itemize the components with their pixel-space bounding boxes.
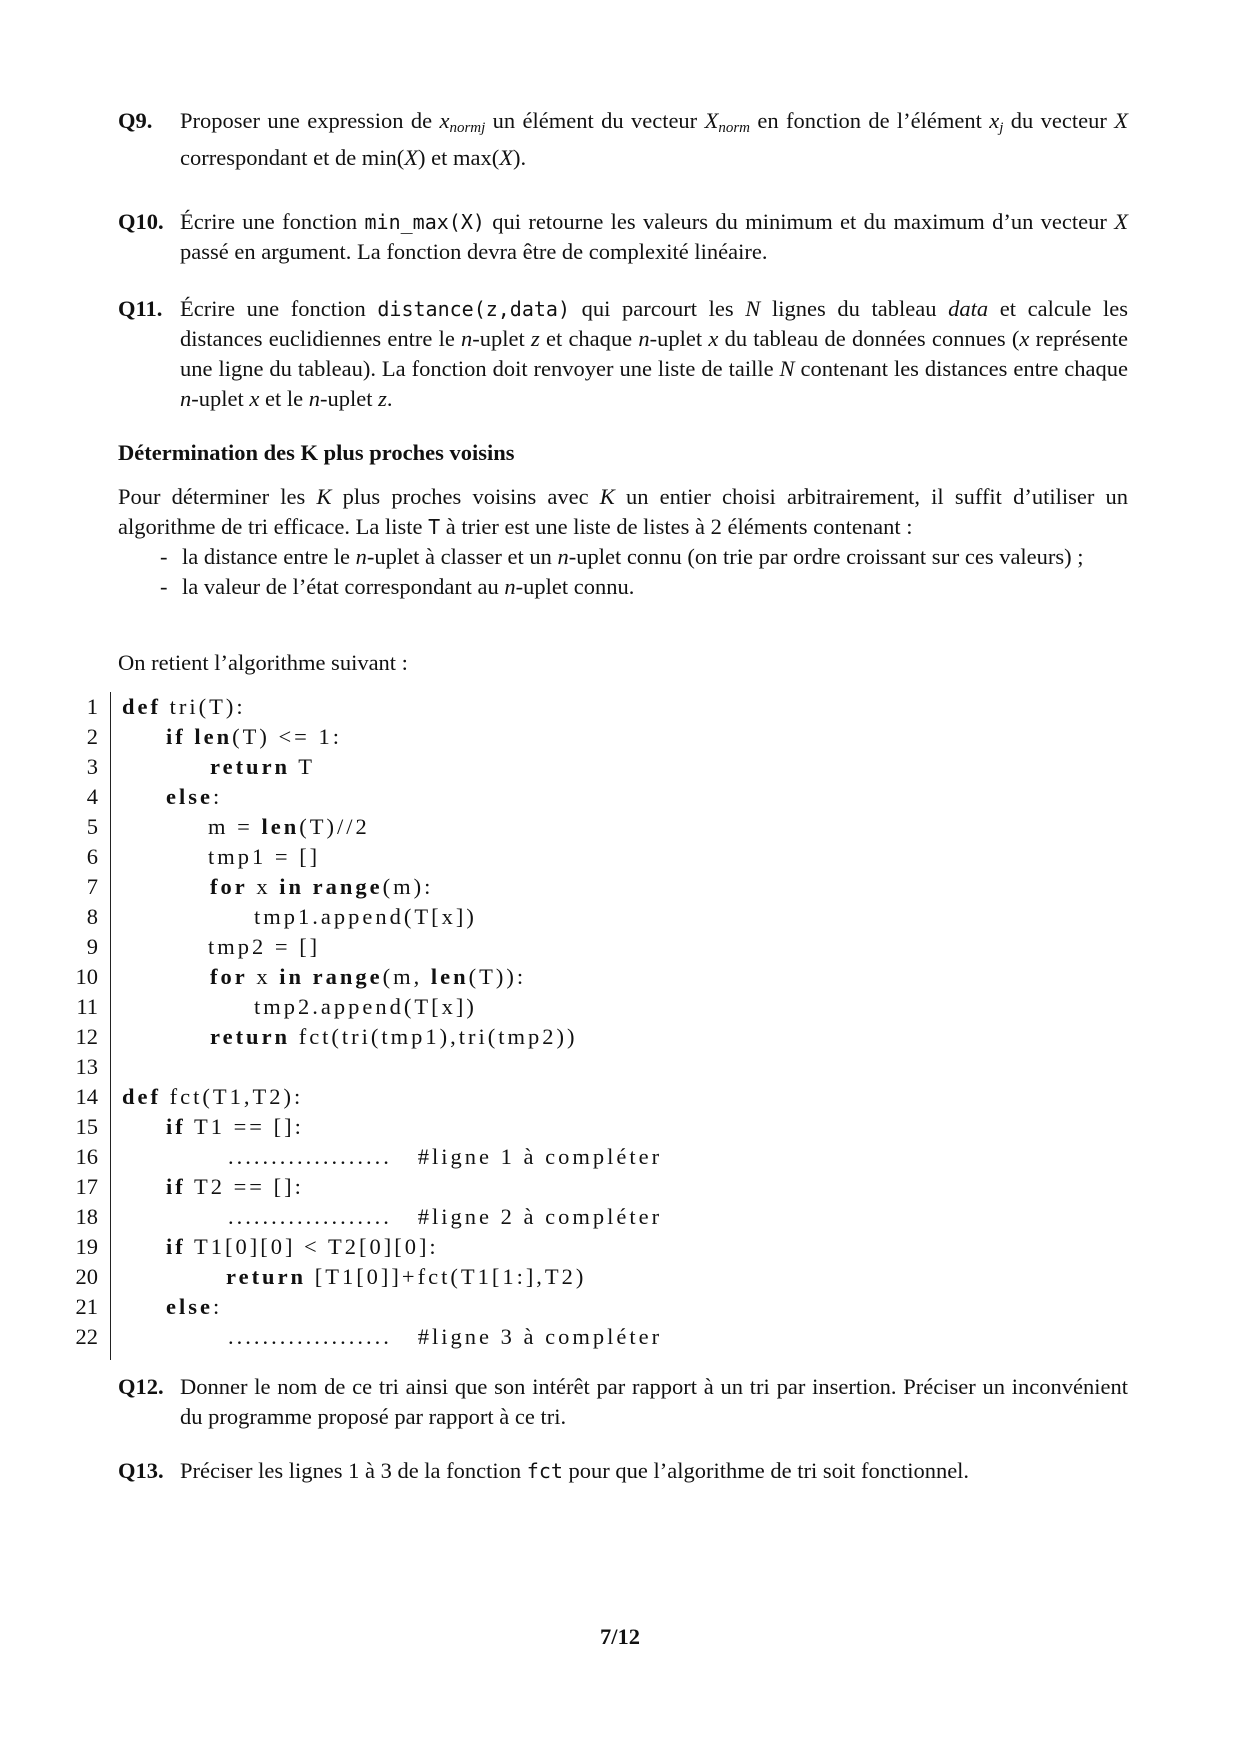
- list-item: [160, 572, 1128, 602]
- code-line: [0, 932, 1240, 962]
- math-var: K: [316, 484, 332, 509]
- text: qui parcourt les: [570, 296, 746, 321]
- code-text: [166, 722, 342, 752]
- code-fragment: ................... #ligne 1 à compléter: [228, 1144, 663, 1169]
- text: représente une ligne du tableau). La fonction doit renvoyer une liste de taille: [180, 326, 1129, 381]
- keyword: if: [166, 1114, 186, 1139]
- code-fragment: (m,: [382, 964, 431, 989]
- code-line: [0, 1232, 1240, 1262]
- code-line: [0, 1262, 1240, 1292]
- math-var: X: [404, 145, 419, 170]
- code-text: [254, 992, 477, 1022]
- math-var: n: [308, 386, 320, 411]
- line-number: 13: [75, 1054, 98, 1079]
- text: à trier est une liste de listes à 2 éléments contenant :: [440, 514, 913, 539]
- text: Écrire une fonction: [180, 296, 378, 321]
- code-text: [210, 1022, 578, 1052]
- text: un élément du vecteur: [485, 108, 705, 133]
- question-label: Q10.: [118, 209, 164, 234]
- line-number: 1: [86, 694, 98, 719]
- math-var: n: [504, 574, 516, 599]
- code-fragment: (T) <= 1:: [232, 724, 342, 749]
- code-fragment: ................... #ligne 2 à compléter: [228, 1204, 663, 1229]
- code-fragment: (T)//2: [299, 814, 370, 839]
- keyword: else: [166, 1294, 213, 1319]
- math-var: z: [531, 326, 540, 351]
- code-fragment: tri(T):: [161, 694, 246, 719]
- line-number: 2: [86, 724, 98, 749]
- inline-code: distance(z,data): [377, 297, 571, 321]
- text: Proposer une expression de: [180, 108, 440, 133]
- math-var: n: [557, 544, 569, 569]
- text: ) et max(: [418, 145, 500, 170]
- text: du vecteur: [1003, 108, 1115, 133]
- code-line: [0, 872, 1240, 902]
- code-fragment: [T1[0]]+fct(T1[1:],T2): [306, 1264, 587, 1289]
- code-fragment: m =: [208, 814, 262, 839]
- code-text: [208, 932, 320, 962]
- question-q10: [118, 207, 1128, 267]
- math-var: n: [180, 386, 192, 411]
- math-var: x: [1019, 326, 1030, 351]
- code-text: [166, 1232, 439, 1262]
- bullet-dash: -: [160, 544, 168, 569]
- keyword: in: [279, 874, 304, 899]
- text: -uplet: [319, 386, 379, 411]
- text: la valeur de l’état correspondant au: [182, 574, 505, 599]
- code-line: [0, 722, 1240, 752]
- math-var: X: [499, 145, 514, 170]
- keyword: len: [194, 724, 233, 749]
- line-number: 12: [75, 1024, 98, 1049]
- code-fragment: fct(tri(tmp1),tri(tmp2)): [290, 1024, 578, 1049]
- code-fragment: x: [247, 874, 280, 899]
- code-line: [0, 992, 1240, 1022]
- math-var: X: [704, 108, 719, 133]
- text: passé en argument. La fonction devra être de complexité linéaire.: [180, 239, 768, 264]
- text: du tableau de données connues (: [718, 326, 1020, 351]
- line-number: 6: [86, 844, 98, 869]
- section-paragraph: [118, 482, 1128, 542]
- math-subscript: j: [999, 120, 1004, 136]
- math-var: x: [989, 108, 1000, 133]
- text: ).: [513, 145, 527, 170]
- code-text: [208, 842, 320, 872]
- code-line: [0, 1322, 1240, 1352]
- keyword: def: [122, 1084, 161, 1109]
- text: -uplet connu.: [515, 574, 635, 599]
- text: Pour déterminer les: [118, 484, 317, 509]
- line-number: 17: [75, 1174, 98, 1199]
- line-number: 9: [86, 934, 98, 959]
- line-number: 20: [75, 1264, 98, 1289]
- text: -uplet: [649, 326, 709, 351]
- keyword: in: [279, 964, 304, 989]
- code-text: [228, 1322, 662, 1352]
- line-number: 5: [86, 814, 98, 839]
- question-q12: [118, 1372, 1128, 1432]
- section-title: Détermination des K plus proches voisins: [118, 440, 515, 465]
- keyword: len: [261, 814, 300, 839]
- keyword: if: [166, 724, 186, 749]
- text: lignes du tableau: [760, 296, 949, 321]
- code-fragment: fct(T1,T2):: [161, 1084, 304, 1109]
- math-var: n: [355, 544, 367, 569]
- text: et chaque: [539, 326, 639, 351]
- question-q11: [118, 294, 1128, 414]
- keyword: return: [210, 1024, 291, 1049]
- code-text: [226, 1262, 586, 1292]
- math-var: z: [378, 386, 387, 411]
- keyword: def: [122, 694, 161, 719]
- math-var: N: [745, 296, 761, 321]
- code-line: [0, 1052, 1240, 1082]
- text: -uplet: [191, 386, 250, 411]
- code-fragment: T2 == []:: [185, 1174, 304, 1199]
- code-line: [0, 1172, 1240, 1202]
- code-fragment: tmp2 = []: [208, 934, 321, 959]
- page-number: 7/12: [599, 1624, 640, 1649]
- inline-code: T: [428, 515, 441, 539]
- code-fragment: :: [212, 1294, 223, 1319]
- text: -uplet connu (on trie par ordre croissant sur ces valeurs) ;: [568, 544, 1084, 569]
- keyword: return: [210, 754, 291, 779]
- code-text: [166, 782, 222, 812]
- text: la distance entre le: [182, 544, 356, 569]
- line-number: 11: [76, 994, 98, 1019]
- text: Préciser les lignes 1 à 3 de la fonction: [180, 1458, 527, 1483]
- code-line: [0, 962, 1240, 992]
- keyword: if: [166, 1174, 186, 1199]
- code-line: [0, 1022, 1240, 1052]
- code-text: [210, 962, 526, 992]
- code-text: [254, 902, 477, 932]
- line-number: 3: [86, 754, 98, 779]
- keyword: range: [312, 964, 383, 989]
- code-line: [0, 1112, 1240, 1142]
- question-label: Q12.: [118, 1374, 164, 1399]
- code-fragment: :: [212, 784, 223, 809]
- code-line: [0, 1202, 1240, 1232]
- question-label: Q13.: [118, 1458, 164, 1483]
- code-line: [0, 752, 1240, 782]
- code-line: [0, 812, 1240, 842]
- question-text: [180, 106, 1128, 173]
- line-number: 18: [75, 1204, 98, 1229]
- code-line: [0, 1142, 1240, 1172]
- question-label: Q9.: [118, 108, 153, 133]
- math-subscript: norm: [718, 120, 750, 136]
- code-line: [0, 902, 1240, 932]
- math-var: N: [779, 356, 795, 381]
- code-line: [0, 1292, 1240, 1322]
- section-paragraph: On retient l’algorithme suivant :: [118, 650, 408, 675]
- code-text: [228, 1142, 662, 1172]
- line-number: 21: [75, 1294, 98, 1319]
- math-var: x: [708, 326, 719, 351]
- code-fragment: (m):: [382, 874, 434, 899]
- text: plus proches voisins avec: [331, 484, 600, 509]
- text: correspondant et de min(: [180, 145, 405, 170]
- code-line: [0, 842, 1240, 872]
- code-line: [0, 782, 1240, 812]
- keyword: return: [226, 1264, 307, 1289]
- code-text: [166, 1172, 304, 1202]
- list-item: [160, 542, 1128, 572]
- math-var: X: [1114, 209, 1128, 234]
- math-var: data: [948, 296, 989, 321]
- math-var: K: [599, 484, 615, 509]
- line-number: 7: [86, 874, 98, 899]
- math-var: x: [439, 108, 450, 133]
- bullet-dash: -: [160, 574, 168, 599]
- keyword: else: [166, 784, 213, 809]
- code-text: [122, 692, 246, 722]
- text: pour que l’algorithme de tri soit fonctionnel.: [562, 1458, 970, 1483]
- code-line: [0, 692, 1240, 722]
- code-fragment: tmp1 = []: [208, 844, 321, 869]
- text: un entier choisi arbitrairement, il suffit d’utiliser un algorithme de tri efficace. La liste: [118, 484, 1129, 539]
- text: qui retourne les valeurs du minimum et du maximum d’un vecteur: [484, 209, 1115, 234]
- line-number: 10: [75, 964, 98, 989]
- keyword: if: [166, 1234, 186, 1259]
- line-number: 19: [75, 1234, 98, 1259]
- text: et calcule les distances euclidiennes entre le: [180, 296, 1128, 351]
- code-fragment: [304, 964, 313, 989]
- math-var: X: [1114, 108, 1128, 133]
- line-number: 16: [75, 1144, 98, 1169]
- code-fragment: [304, 874, 313, 899]
- line-number: 15: [75, 1114, 98, 1139]
- keyword: len: [430, 964, 469, 989]
- code-text: [122, 1082, 303, 1112]
- text: -uplet: [472, 326, 531, 351]
- line-number: 4: [86, 784, 98, 809]
- line-number: 14: [75, 1084, 98, 1109]
- code-text: [210, 872, 433, 902]
- keyword: for: [210, 964, 248, 989]
- inline-code: fct: [526, 1459, 563, 1483]
- code-fragment: T1[0][0] < T2[0][0]:: [185, 1234, 439, 1259]
- question-text: [180, 1456, 1128, 1486]
- code-fragment: ................... #ligne 3 à compléter: [228, 1324, 663, 1349]
- code-text: [166, 1112, 304, 1142]
- question-label: Q11.: [118, 296, 163, 321]
- bullet-list: [160, 542, 1128, 602]
- text: et le: [259, 386, 309, 411]
- text: Écrire une fonction: [180, 209, 365, 234]
- text: .: [386, 386, 393, 411]
- question-q13: [118, 1456, 1128, 1486]
- question-text: [180, 207, 1128, 267]
- code-fragment: T: [290, 754, 316, 779]
- line-number: 8: [86, 904, 98, 929]
- keyword: range: [312, 874, 383, 899]
- code-fragment: tmp1.append(T[x]): [254, 904, 477, 929]
- code-text: [208, 812, 370, 842]
- inline-code: min_max(X): [364, 210, 485, 234]
- question-text: [180, 294, 1128, 414]
- keyword: for: [210, 874, 248, 899]
- question-q9: [118, 106, 1128, 173]
- code-line: [0, 1082, 1240, 1112]
- math-var: x: [249, 386, 260, 411]
- line-number: 22: [75, 1324, 98, 1349]
- code-fragment: T1 == []:: [185, 1114, 304, 1139]
- text: -uplet à classer et un: [366, 544, 558, 569]
- code-fragment: tmp2.append(T[x]): [254, 994, 477, 1019]
- code-text: [210, 752, 315, 782]
- code-text: [166, 1292, 222, 1322]
- code-fragment: (T)):: [468, 964, 527, 989]
- text: contenant les distances entre chaque: [794, 356, 1128, 381]
- code-fragment: x: [247, 964, 280, 989]
- math-var: n: [461, 326, 473, 351]
- text: en fonction de l’élément: [749, 108, 990, 133]
- code-text: [228, 1202, 662, 1232]
- math-var: n: [638, 326, 650, 351]
- question-text: Donner le nom de ce tri ainsi que son intérêt par rapport à un tri par insertion. Préciser un inconvénient du programme proposé par rapport à ce tri.: [180, 1374, 1128, 1429]
- math-subscript: normj: [449, 120, 486, 136]
